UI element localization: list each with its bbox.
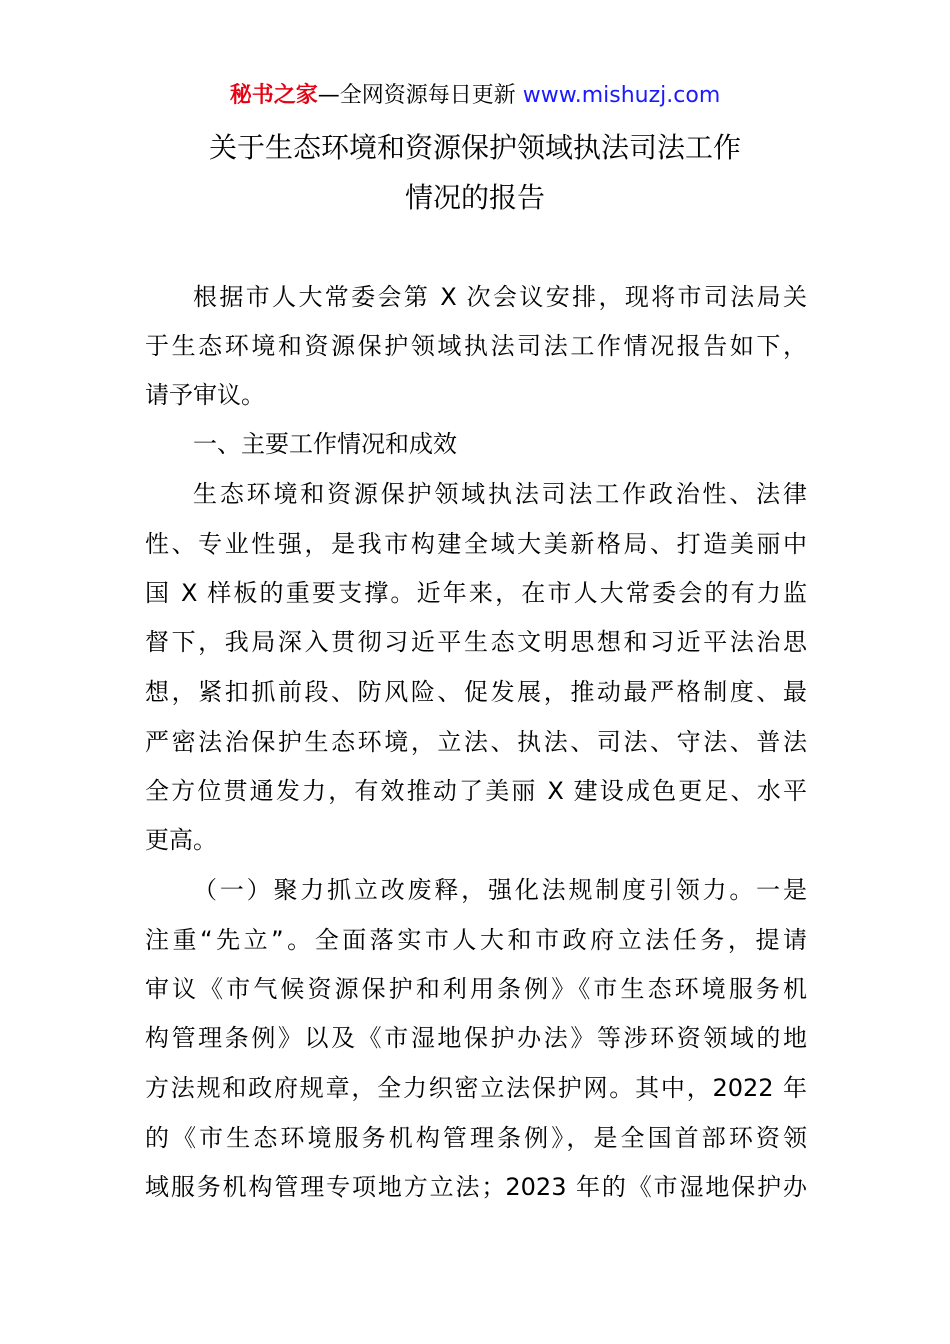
body-line: 督下，我局深入贯彻习近平生态文明思想和习近平法治思: [145, 628, 807, 656]
body-line: 的《市生态环境服务机构管理条例》，是全国首部环资领: [145, 1124, 807, 1152]
header-banner: [0, 80, 950, 112]
body-line: 构管理条例》以及《市湿地保护办法》等涉环资领域的地: [145, 1024, 807, 1052]
body-line: 国 X 样板的重要支撑。近年来，在市人大常委会的有力监: [145, 579, 807, 607]
body-line: 域服务机构管理专项地方立法；2023 年的《市湿地保护办: [145, 1173, 807, 1201]
document-title-line-1: 关于生态环境和资源保护领域执法司法工作: [208, 131, 741, 164]
body-line: 于生态环境和资源保护领域执法司法工作情况报告如下，: [145, 332, 807, 360]
body-line: 注重“先立”。全面落实市人大和市政府立法任务，提请: [145, 926, 807, 954]
body-line: 更高。: [145, 826, 217, 854]
section-heading: 一、主要工作情况和成效: [193, 430, 457, 458]
brand-name: 秘书之家: [229, 83, 318, 108]
body-line: （一）聚力抓立改废释，强化法规制度引领力。一是: [193, 876, 807, 904]
body-line: 全方位贯通发力，有效推动了美丽 X 建设成色更足、水平: [145, 777, 807, 805]
body-line: 严密法治保护生态环境，立法、执法、司法、守法、普法: [145, 728, 807, 756]
body-line: 生态环境和资源保护领域执法司法工作政治性、法律: [193, 480, 807, 508]
body-line: 审议《市气候资源保护和利用条例》《市生态环境服务机: [145, 975, 807, 1003]
website-link[interactable]: www.mishuzj.com: [522, 83, 721, 108]
document-title-line-2: 情况的报告: [404, 181, 545, 214]
body-line: 根据市人大常委会第 X 次会议安排，现将市司法局关: [193, 283, 807, 311]
body-line: 想，紧扣抓前段、防风险、促发展，推动最严格制度、最: [145, 678, 807, 706]
body-line: 性、专业性强，是我市构建全域大美新格局、打造美丽中: [145, 530, 807, 558]
body-line: 方法规和政府规章，全力织密立法保护网。其中，2022 年: [145, 1074, 807, 1102]
body-line: 请予审议。: [145, 381, 265, 409]
banner-tagline: —全网资源每日更新: [317, 83, 523, 108]
